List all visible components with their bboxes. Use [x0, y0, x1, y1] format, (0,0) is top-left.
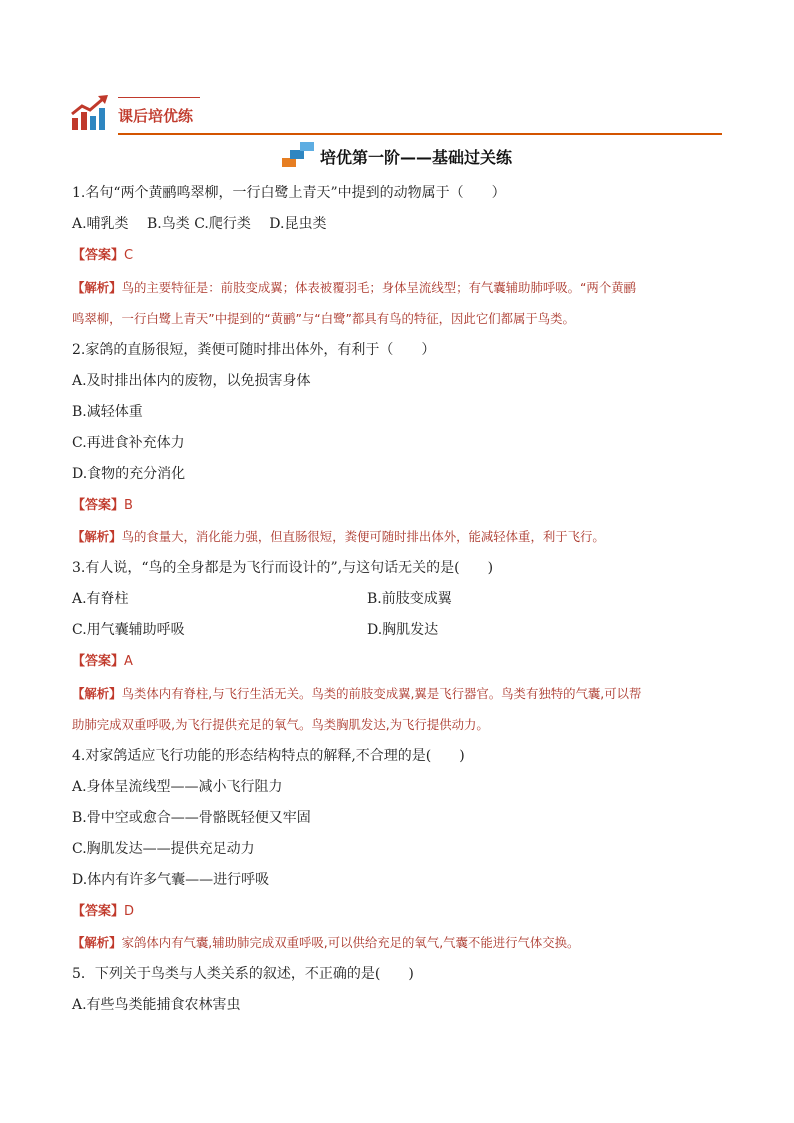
option-text: B.前肢变成翼	[367, 591, 452, 607]
explanation-tag: 【解析】	[72, 935, 122, 950]
question-line	[72, 464, 185, 484]
question-line	[72, 839, 255, 859]
question-line	[72, 558, 493, 578]
header-rule-top	[118, 97, 200, 98]
answer-line	[72, 902, 134, 922]
explanation-tag: 【解析】	[72, 529, 122, 544]
question-line	[72, 870, 269, 890]
question-text: 2.家鸽的直肠很短，粪便可随时排出体外，有利于（ ）	[72, 342, 436, 358]
question-text: A.有些鸟类能捕食农林害虫	[72, 997, 241, 1013]
question-text: C.用气囊辅助呼吸	[72, 622, 185, 638]
explanation-text: 鸟的主要特征是：前肢变成翼；体表被覆羽毛；身体呈流线型；有气囊辅助肺呼吸。“两个黄鹂	[121, 280, 636, 295]
question-line	[72, 964, 414, 984]
question-text: A.身体呈流线型——减小飞行阻力	[72, 779, 283, 795]
question-line	[72, 433, 185, 453]
answer-text: C	[124, 248, 134, 263]
explanation-line	[72, 278, 636, 298]
answer-line	[72, 246, 133, 266]
question-text: B.减轻体重	[72, 404, 143, 420]
section-title: 培优第一阶——基础过关练	[319, 148, 512, 167]
header-rule	[118, 133, 722, 135]
explanation-line	[72, 933, 579, 953]
explanation-line	[72, 684, 641, 704]
answer-text: B	[124, 498, 133, 513]
answer-line	[72, 652, 133, 672]
question-text: A.及时排出体内的废物，以免损害身体	[72, 373, 311, 389]
question-text: A.有脊柱	[72, 591, 129, 607]
steps-icon	[282, 142, 316, 168]
explanation-tag: 【解析】	[72, 686, 122, 701]
explanation-text: 家鸽体内有气囊,辅助肺完成双重呼吸,可以供给充足的氧气,气囊不能进行气体交换。	[121, 935, 580, 950]
question-line	[72, 214, 327, 234]
answer-text: A	[124, 654, 133, 669]
question-line	[72, 620, 439, 640]
question-text: D.食物的充分消化	[72, 466, 186, 482]
explanation-line	[72, 715, 489, 735]
question-line	[72, 371, 311, 391]
question-text: 3.有人说，“鸟的全身都是为飞行而设计的”,与这句话无关的是( )	[72, 560, 494, 576]
question-text: 4.对家鸽适应飞行功能的形态结构特点的解释,不合理的是( )	[72, 748, 465, 764]
question-line	[72, 808, 311, 828]
explanation-text: 助肺完成双重呼吸,为飞行提供充足的氧气。鸟类胸肌发达,为飞行提供动力。	[72, 717, 489, 732]
question-text: A.哺乳类 B.鸟类 C.爬行类 D.昆虫类	[72, 216, 327, 232]
answer-line	[72, 496, 133, 516]
question-text: 5．下列关于鸟类与人类关系的叙述，不正确的是( )	[72, 966, 414, 982]
answer-tag: 【答案】	[72, 654, 125, 669]
question-line	[72, 589, 452, 609]
question-text: B.骨中空或愈合——骨骼既轻便又牢固	[72, 810, 311, 826]
question-text: C.胸肌发达——提供充足动力	[72, 841, 255, 857]
question-line	[72, 995, 241, 1015]
question-line	[72, 746, 465, 766]
explanation-text: 鸟的食量大，消化能力强，但直肠很短，粪便可随时排出体外，能减轻体重，利于飞行。	[121, 529, 605, 544]
question-text: D.体内有许多气囊——进行呼吸	[72, 872, 270, 888]
answer-text: D	[124, 904, 135, 919]
explanation-text: 鸣翠柳，一行白鹭上青天”中提到的“黄鹂”与“白鹭”都具有鸟的特征，因此它们都属于鸟类。	[72, 311, 575, 326]
question-line	[72, 183, 506, 203]
explanation-text: 鸟类体内有脊柱,与飞行生活无关。鸟类的前肢变成翼,翼是飞行器官。鸟类有独特的气囊,可以帮	[121, 686, 642, 701]
section-header	[70, 92, 722, 136]
section-heading	[0, 142, 794, 172]
option-text: D.胸肌发达	[367, 622, 439, 638]
explanation-line	[72, 309, 575, 329]
question-line	[72, 402, 143, 422]
question-line	[72, 777, 283, 797]
question-text: C.再进食补充体力	[72, 435, 185, 451]
question-line	[72, 340, 435, 360]
explanation-line	[72, 527, 605, 547]
explanation-tag: 【解析】	[72, 280, 122, 295]
bar-chart-arrow-icon	[70, 94, 110, 132]
answer-tag: 【答案】	[72, 248, 125, 263]
header-title: 课后培优练	[118, 107, 194, 125]
question-text: 1.名句“两个黄鹂鸣翠柳，一行白鹭上青天”中提到的动物属于（ ）	[72, 185, 506, 201]
answer-tag: 【答案】	[72, 904, 125, 919]
answer-tag: 【答案】	[72, 498, 125, 513]
